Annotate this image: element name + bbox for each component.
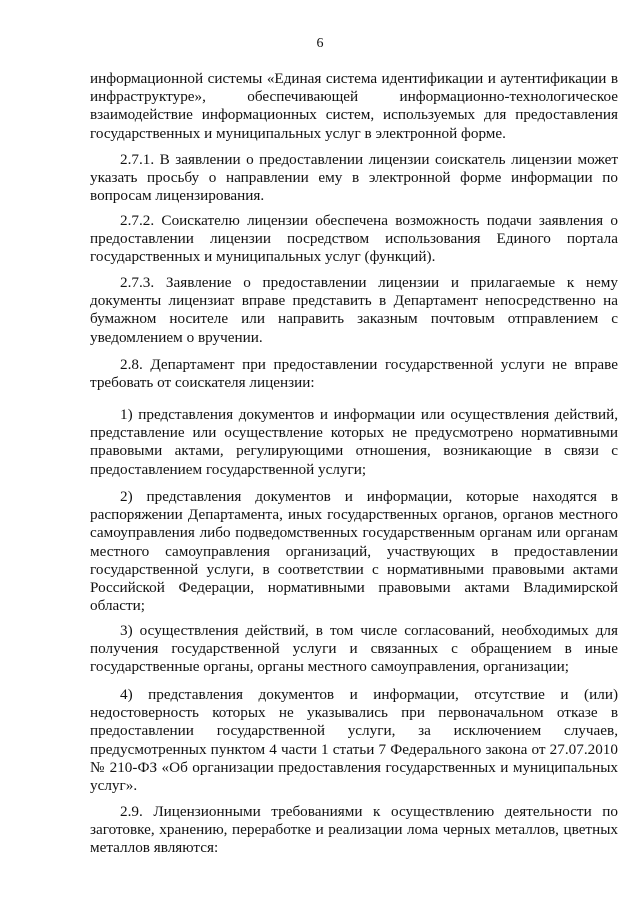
paragraph-2-8: 2.8. Департамент при предоставлении государственной услуги не вправе требовать от соискателя лицензии:	[90, 356, 618, 392]
list-item-3: 3) осуществления действий, в том числе согласований, необходимых для получения государственной услуги и связанных с обращением в иные государственные органы, органы местного самоуправления, организации;	[90, 622, 618, 676]
paragraph-2-7-3: 2.7.3. Заявление о предоставлении лицензии и прилагаемые к нему документы лицензиат вправе представить в Департамент непосредственно на бумажном носителе или направить заказным почтовым отправлением с уведомлением о вручении.	[90, 274, 618, 346]
list-item-2: 2) представления документов и информации, которые находятся в распоряжении Департамента, иных государственных органов, органов местного самоуправления либо подведомственных государственным органам или органам местного самоуправления организаций, участвующих в предоставлении государственной услуги, в соответствии с нормативными правовыми актами Российской Федерации, нормативными правовыми актами Владимирской области;	[90, 488, 618, 615]
list-item-1: 1) представления документов и информации или осуществления действий, представление или осуществление которых не предусмотрено нормативными правовыми актами, регулирующими отношения, возникающие в связи с предоставлением государственной услуги;	[90, 406, 618, 478]
paragraph-continuation: информационной системы «Единая система идентификации и аутентификации в инфраструктуре», обеспечивающей информационно-технологическое взаимодействие информационных систем, используемых для предоставления государственных и муниципальных услуг в электронной форме.	[90, 70, 618, 142]
list-item-4: 4) представления документов и информации, отсутствие и (или) недостоверность которых не указывались при первоначальном отказе в предоставлении государственной услуги, за исключением случаев, предусмотренных пунктом 4 части 1 статьи 7 Федерального закона от 27.07.2010 № 210-ФЗ «Об организации предоставления государственных и муниципальных услуг».	[90, 686, 618, 795]
paragraph-2-7-2: 2.7.2. Соискателю лицензии обеспечена возможность подачи заявления о предоставлении лицензии посредством использования Единого портала государственных и муниципальных услуг (функций).	[90, 212, 618, 266]
paragraph-2-7-1: 2.7.1. В заявлении о предоставлении лицензии соискатель лицензии может указать просьбу о направлении ему в электронной форме информации по вопросам лицензирования.	[90, 151, 618, 205]
paragraph-2-9: 2.9. Лицензионными требованиями к осуществлению деятельности по заготовке, хранению, переработке и реализации лома черных металлов, цветных металлов являются:	[90, 803, 618, 857]
page-number: 6	[316, 36, 324, 51]
